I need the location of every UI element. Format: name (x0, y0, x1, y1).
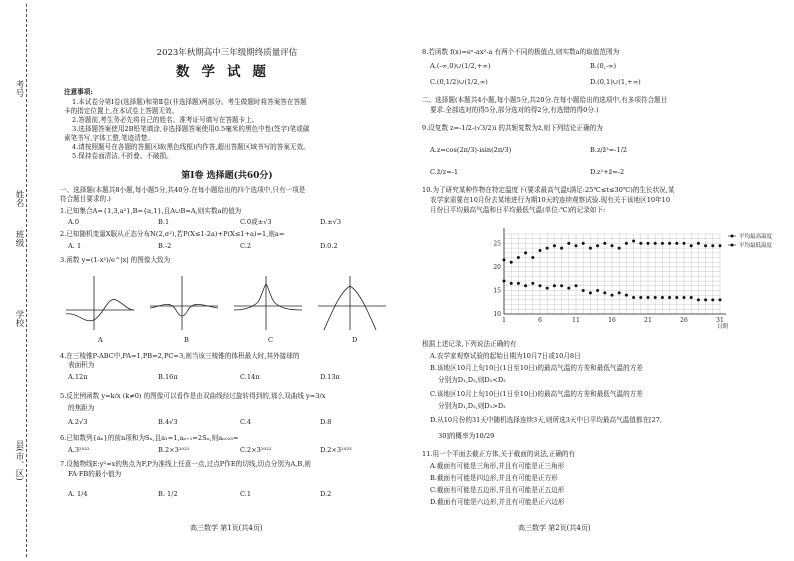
exam-title: 2023年秋期高中三年级期终质量评估 (156, 48, 298, 58)
high-point (683, 242, 686, 245)
low-point (510, 282, 513, 285)
notice-item: 1.本试卷分第Ⅰ卷(选择题)和第Ⅱ卷(非选择题)两部分。考生做题时将答案答在答题 (72, 98, 307, 106)
page-footer-left: 高三数学 第1页(共4页) (190, 524, 263, 532)
q7-option-c: C.1 (240, 490, 252, 498)
q7-option-a: A. 1/4 (68, 490, 88, 498)
low-point (625, 294, 628, 297)
temperature-chart-svg (482, 224, 782, 336)
low-point (719, 298, 722, 301)
q6-option-c: C.2×3²⁰²² (240, 446, 272, 454)
high-point (704, 244, 707, 247)
q6-option-d: D.2×3²⁰²³ (320, 446, 352, 454)
high-point (639, 242, 642, 245)
high-point (596, 244, 599, 247)
question-7: 7.设抛物线E:y²=x的焦点为F,P为准线上任意一点,过点P作E的切线,切点分别为A,B,则 (60, 460, 311, 468)
q1-option-b: B.1 (158, 218, 170, 226)
q7-option-d: D.2 (320, 490, 332, 498)
low-point (668, 296, 671, 299)
q8-option-d: D.(0,1)∪(1,+∞) (590, 78, 641, 86)
low-point (575, 284, 578, 287)
high-point (625, 242, 628, 245)
q6-option-b: B.2×3²⁰²¹ (158, 446, 190, 454)
x-tick-label: 26 (680, 317, 688, 324)
notice-item: 4.请按照题号在各题的答题区域(黑色线框)内作答,超出答题区域书写的答案无效。 (72, 143, 310, 151)
high-point (675, 242, 678, 245)
school-label: 学校 (14, 310, 24, 327)
low-point (711, 298, 714, 301)
question-9: 9.设复数 z=-1/2-(√3/2)i 的共轭复数为z̄,则下列结论正确的为 (422, 124, 603, 132)
notice-item: 2.答题前,考生务必先将自己的姓名、准考证号填写在答题卡上。 (72, 116, 259, 124)
name-label: 姓名 (14, 190, 24, 207)
low-point (531, 282, 534, 285)
question-7-cont: FA·FB的最小值为 (68, 470, 122, 478)
q4-option-b: B.16π (158, 373, 178, 381)
x-tick-label: 16 (608, 317, 616, 324)
q6-option-a: A.3²⁰²² (68, 446, 90, 454)
chart-legend (728, 232, 773, 249)
graph-c (234, 276, 302, 330)
high-point (553, 244, 556, 247)
notice-item: 5.保持卷面清洁,不折叠、不破损。 (72, 152, 173, 160)
q10-option-d: D.从10月份的31天中随机选择连续3天,则所选3天中日平均最高气温值都在[27, (430, 416, 663, 424)
page-footer-right: 高三数学 第2页(共4页) (518, 524, 591, 532)
low-point (675, 296, 678, 299)
graph-d (318, 276, 386, 330)
q4-option-d: D.13π (320, 373, 340, 381)
question-4: 4.在三棱锥P-ABC中,PA=1,PB=2,PC=3,则当该三棱锥的体积最大时,其外接球的 (60, 352, 300, 360)
high-point (567, 242, 570, 245)
low-point (647, 296, 650, 299)
question-2: 2.已知随机变量X服从正态分布N(2,σ²),若P(X≤1-2a)+P(X≤1+a)=1,则a= (60, 230, 285, 238)
high-point (719, 244, 722, 247)
high-point (603, 242, 606, 245)
x-tick-label: 21 (644, 317, 652, 324)
y-tick-label: 15 (493, 287, 501, 295)
low-point (611, 294, 614, 297)
high-point (618, 247, 621, 250)
q7-option-b: B. 1/2 (158, 490, 178, 498)
q9-option-c: C.z̄/z=-1 (430, 168, 459, 176)
part1-heading: 第Ⅰ卷 选择题(共60分) (181, 171, 273, 181)
q10-option-c-cont: 分别为D₁,D₂,则D₁>D₂ (438, 402, 506, 410)
question-5-cont: 的焦距为 (68, 404, 95, 412)
x-tick-label: 1 (502, 317, 506, 324)
y-tick-label: 20 (493, 263, 501, 271)
y-tick-label: 10 (493, 311, 501, 318)
low-point (603, 291, 606, 294)
temperature-chart (482, 224, 782, 336)
x-tick-label: 11 (572, 317, 580, 324)
q2-option-c: C.2 (240, 242, 252, 250)
q11-option-c: C.截面有可能是五边形,并且有可能是正五边形 (430, 486, 565, 494)
question-4-cont: 表面积为 (68, 361, 95, 369)
low-point (503, 280, 506, 283)
q2-option-b: B.-2 (158, 242, 172, 250)
county-label: 县(市、区) (14, 440, 24, 481)
notice-item: 卡的指定位置上,在本试卷上答题无效。 (64, 107, 179, 115)
low-point (697, 298, 700, 301)
high-point (582, 242, 585, 245)
q3-option-d: D (352, 336, 358, 344)
high-point (510, 261, 513, 264)
q2-option-d: D.0.2 (320, 242, 338, 250)
q8-option-b: B.(0,-∞) (590, 62, 617, 70)
legend-label: 平均最低温度 (739, 243, 773, 249)
low-point (661, 296, 664, 299)
q9-option-d: D.z²+z̄=-2 (590, 168, 625, 176)
part2-intro: 二、选择题(本题共4小题,每小题5分,共20分.在每小题给出的选项中,有多项符合题目 (422, 96, 668, 104)
question-11: 11.用一个平面去截正方体,关于截面的说法,正确的有 (422, 450, 576, 458)
q5-option-d: D.8 (320, 418, 332, 426)
low-point (517, 282, 520, 285)
low-point (690, 296, 693, 299)
q10-option-a: A.农学家观察试验的起始日期为10月7日或10月8日 (430, 352, 581, 360)
q8-option-a: A.(-∞,0)∪(1/2,+∞) (430, 62, 491, 70)
question-5: 5.反比例函数 y=k/x (k≠0) 的图像可以看作是由双曲线经过旋转得到的,那么双曲线 y=3/x (60, 392, 326, 400)
graph-b (150, 276, 218, 330)
binding-margin (2, 0, 32, 561)
high-point (632, 240, 635, 243)
low-point (683, 296, 686, 299)
high-point (503, 258, 506, 261)
q8-option-c: C.(0,1/2)∪(1/2,∞) (430, 78, 488, 86)
q2-option-a: A. 1 (68, 242, 82, 250)
high-point (661, 242, 664, 245)
part2-intro-cont: 要求.全部选对的得5分,部分选对的得2分,有选错的得0分.) (430, 106, 599, 114)
exam-number-label: 考号 (14, 80, 24, 97)
low-point (539, 284, 542, 287)
question-10-cont: 月份日平均最高气温和日平均最低气温(单位:℃)的记录如下: (430, 206, 606, 214)
low-point (639, 296, 642, 299)
question-8: 8.若函数 f(x)=eˣ-ax²-a 有两个不同的极值点,则实数a的取值范围为 (422, 48, 620, 56)
x-tick-label: 31 (716, 317, 724, 324)
low-point (582, 289, 585, 292)
high-point (517, 256, 520, 259)
q5-option-c: C.4 (240, 418, 252, 426)
q5-option-b: B.4√3 (158, 418, 178, 426)
low-point (553, 284, 556, 287)
q1-option-d: D.±√3 (320, 218, 342, 226)
high-point (575, 244, 578, 247)
q3-graphs (64, 272, 394, 334)
q1-option-c: C.0或±√3 (240, 218, 272, 226)
high-point (546, 247, 549, 250)
question-10-lead: 根据上述记录,下列说法正确的有 (422, 340, 517, 348)
question-1: 1.已知集合A={1,3,a²},B={a,1},且A∪B=A,则实数a的值为 (60, 207, 242, 215)
high-point (560, 247, 563, 250)
y-tick-label: 25 (493, 240, 501, 248)
legend-label: 平均最高温度 (739, 234, 773, 240)
q5-option-a: A.2√3 (68, 418, 88, 426)
low-point (560, 284, 563, 287)
q10-option-c: C.该地区10月上旬10日(1日至10日)的最高气温的方差和最低气温的方差 (430, 390, 643, 398)
q10-option-b-cont: 分别为D₁,D₂,则D₁<D₂ (438, 376, 506, 384)
graph-a (66, 276, 134, 330)
fold-line (26, 4, 27, 557)
question-6: 6.已知数列{aₙ}的前n项和为Sₙ,且a₁=1,aₙ₊₁=2Sₙ,则aₙ₀₂₃= (60, 434, 239, 442)
low-point (589, 291, 592, 294)
q4-option-c: C.14π (240, 373, 260, 381)
q11-option-d: D.截面有可能是六边形,并且有可能是正六边形 (430, 498, 565, 506)
q9-option-b: B.z/z̄²=-1/2 (590, 146, 628, 154)
question-10-cont: 农学家需要在10月份去某地进行为期10天的连续观察试验.现有关于该地区10年10 (430, 196, 671, 204)
q10-option-b: B.该地区10月上旬10日(1日至10日)的最高气温的方差和最低气温的方差 (430, 364, 643, 372)
low-point (524, 284, 527, 287)
low-point (596, 289, 599, 292)
q11-option-b: B.截面有可能是四边形,并且有可能是正方形 (430, 474, 558, 482)
q4-option-a: A.12π (68, 373, 88, 381)
q3-option-a: A (98, 336, 103, 344)
notice-heading: 注意事项: (64, 88, 93, 96)
low-point (654, 296, 657, 299)
high-point (531, 256, 534, 259)
low-point (632, 296, 635, 299)
x-axis-unit: 日期 (716, 324, 728, 330)
high-point (647, 242, 650, 245)
high-point (711, 244, 714, 247)
high-point (654, 242, 657, 245)
low-point (567, 287, 570, 290)
part1-intro: 一、选择题(本题共8小题,每小题5分,共40分.在每小题给出的四个选项中,只有一项是 (60, 186, 306, 194)
x-tick-label: 6 (538, 317, 542, 324)
q11-option-a: A.截面有可能是三角形,并且有可能是正三角形 (430, 462, 565, 470)
notice-item: 素笔书写,字体工整,笔迹清楚。 (64, 134, 154, 142)
q3-option-b: B (184, 336, 189, 344)
high-point (697, 242, 700, 245)
high-point (539, 249, 542, 252)
class-label: 班级 (14, 230, 24, 247)
question-10: 10.为了研究某种作物在特定温度下(要求最高气温t满足:25℃≤t≤30℃)的生长状况,某 (422, 186, 675, 194)
q1-option-a: A.0 (68, 218, 80, 226)
notice-item: 3.选择题答案使用2B铅笔填涂,非选择题答案使用0.5毫米的黑色中性(签字)笔或碳 (72, 125, 310, 133)
subject-title: 数学试题 (176, 64, 278, 80)
low-point (546, 287, 549, 290)
high-point (668, 242, 671, 245)
high-point (589, 247, 592, 250)
question-3: 3.函数 y=(1-x²)/e^|x| 的图像大致为 (60, 256, 171, 264)
q10-option-d-cont: 30]的概率为10/29 (438, 432, 495, 440)
q3-option-c: C (268, 336, 274, 344)
low-point (618, 291, 621, 294)
high-point (524, 251, 527, 254)
part1-intro: 符合题目要求的.) (60, 195, 111, 203)
q9-option-a: A.z=cos(2π/3)-isin(2π/3) (430, 146, 512, 154)
low-point (704, 298, 707, 301)
high-point (690, 244, 693, 247)
high-point (611, 244, 614, 247)
